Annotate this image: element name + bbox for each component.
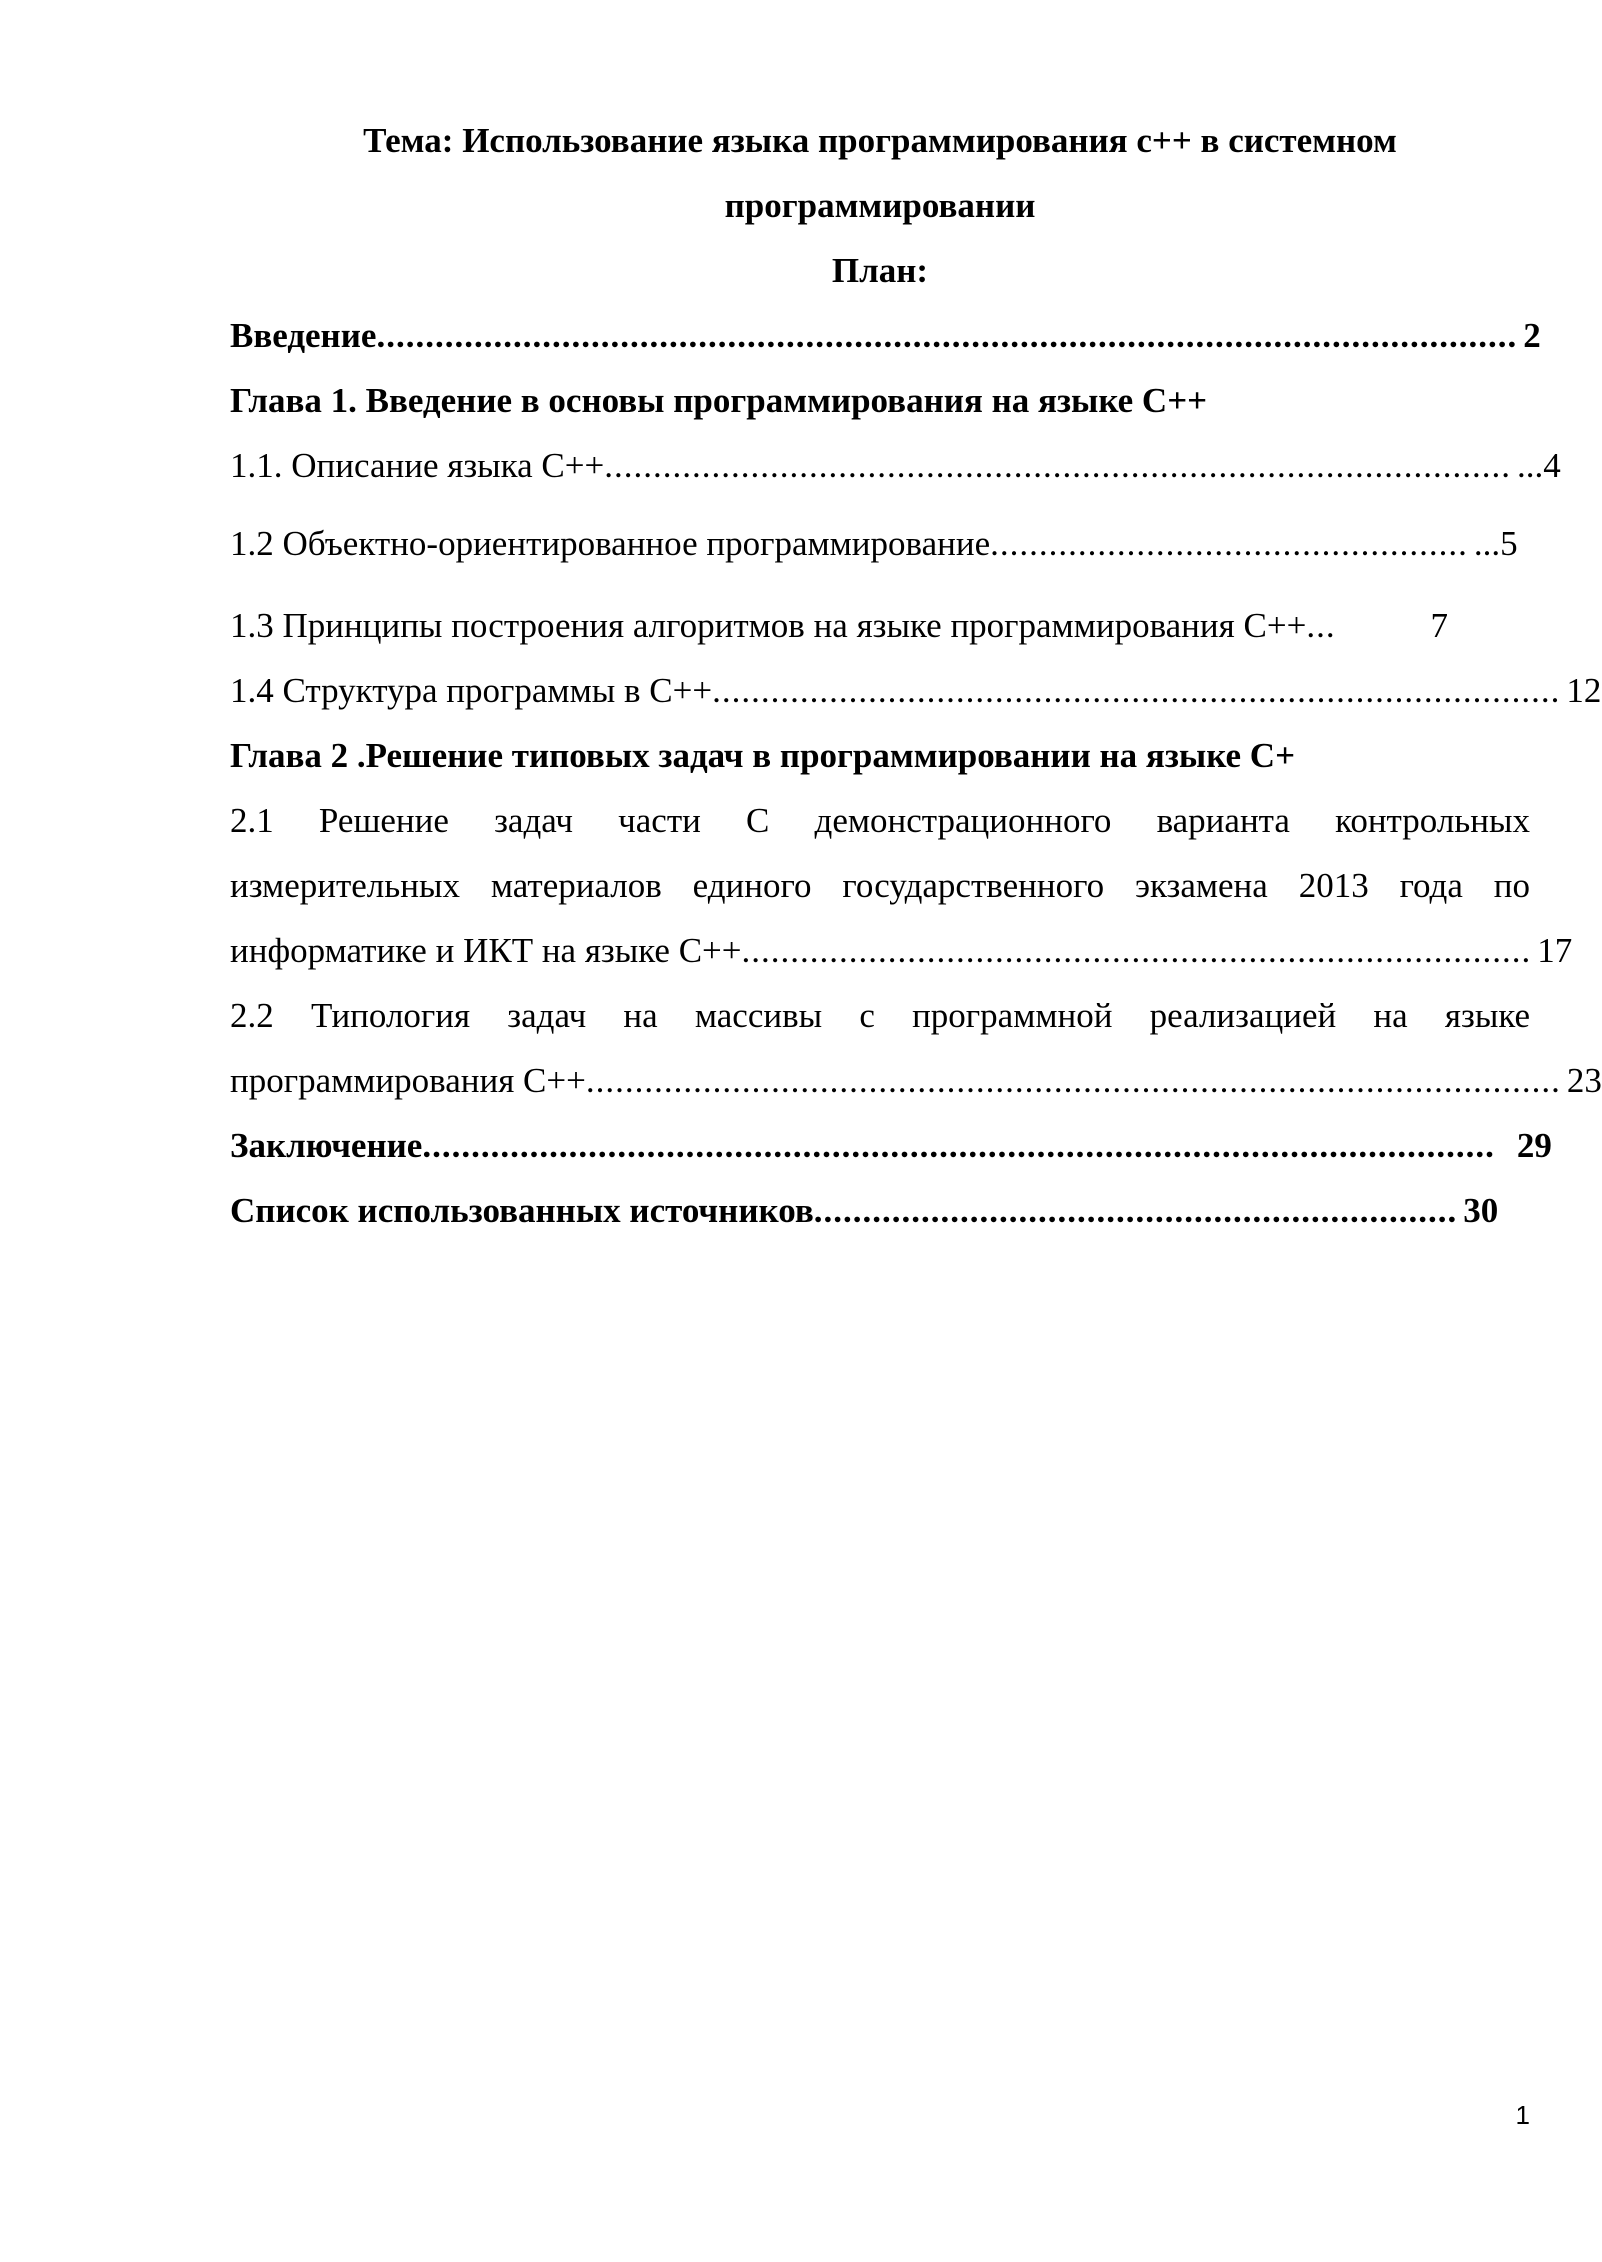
toc-entry-label: Заключение <box>230 1126 423 1165</box>
toc-leader-dots: .................................................................................................... <box>585 1061 1561 1100</box>
toc-leader-dots: ... <box>1306 606 1336 645</box>
toc-leader-dots: ....................................................................................... <box>712 671 1561 710</box>
document-title-line-1: Тема: Использование языка программирования с++ в системном <box>363 121 1397 160</box>
toc-entry-2-2 <box>230 1048 1602 1113</box>
toc-entry-label: Введение <box>230 316 377 355</box>
page-number: 1 <box>1515 2100 1530 2130</box>
toc-entry-2-2-line-1: 2.2 Типология задач на массивы с программной реализацией на языке <box>230 996 1530 1035</box>
toc-entry-label: информатике и ИКТ на языке С++ <box>230 931 742 970</box>
toc-entry-introduction <box>230 303 1541 368</box>
toc-page-number: 17 <box>1537 931 1573 970</box>
toc-leader-dots: .............................................................................................................. <box>422 1126 1495 1165</box>
toc-page-number: 29 <box>1516 1126 1552 1165</box>
toc-page-number: 23 <box>1566 1061 1602 1100</box>
document-title-line-2: программировании <box>724 186 1036 225</box>
toc-chapter-2-heading: Глава 2 .Решение типовых задач в программировании на языке С+ <box>230 736 1296 775</box>
toc-page-number: 7 <box>1430 606 1448 645</box>
toc-entry-1-2 <box>230 511 1518 576</box>
toc-entry-2-1 <box>230 918 1573 983</box>
toc-entry-label: 1.1. Описание языка С++ <box>230 446 605 485</box>
toc-entry-sources <box>230 1178 1499 1243</box>
toc-leader-dots: ................................................................................. <box>741 931 1532 970</box>
toc-page-number: ...4 <box>1517 446 1561 485</box>
toc-entry-1-4 <box>230 658 1602 723</box>
toc-entry-2-1-line-1: 2.1 Решение задач части С демонстрационного варианта контрольных <box>230 801 1530 840</box>
toc-chapter-1-heading: Глава 1. Введение в основы программирования на языке С++ <box>230 381 1208 420</box>
toc-leader-dots: ..................................................................................................................... <box>376 316 1518 355</box>
toc-page-number: 30 <box>1463 1191 1499 1230</box>
toc-page-number: 12 <box>1566 671 1602 710</box>
toc-entry-label: 1.4 Структура программы в С++ <box>230 671 713 710</box>
toc-entry-conclusion <box>230 1113 1552 1178</box>
toc-entry-2-1-line-2: измерительных материалов единого государственного экзамена 2013 года по <box>230 866 1530 905</box>
toc-entry-label: Список использованных источников <box>230 1191 814 1230</box>
toc-entry-1-3 <box>230 593 1448 658</box>
toc-entry-label: 1.3 Принципы построения алгоритмов на языке программирования С++ <box>230 606 1307 645</box>
toc-entry-label: программирования С++ <box>230 1061 586 1100</box>
toc-leader-dots: ............................................................................................. <box>604 446 1512 485</box>
toc-entry-1-1 <box>230 433 1561 498</box>
toc-page-number: 2 <box>1523 316 1541 355</box>
toc-page-number: ...5 <box>1473 524 1518 563</box>
toc-entry-label: 1.2 Объектно-ориентированное программирование <box>230 524 991 563</box>
toc-leader-dots: ................................................. <box>990 524 1468 563</box>
toc-leader-dots: .................................................................. <box>813 1191 1458 1230</box>
plan-heading: План: <box>831 251 929 290</box>
